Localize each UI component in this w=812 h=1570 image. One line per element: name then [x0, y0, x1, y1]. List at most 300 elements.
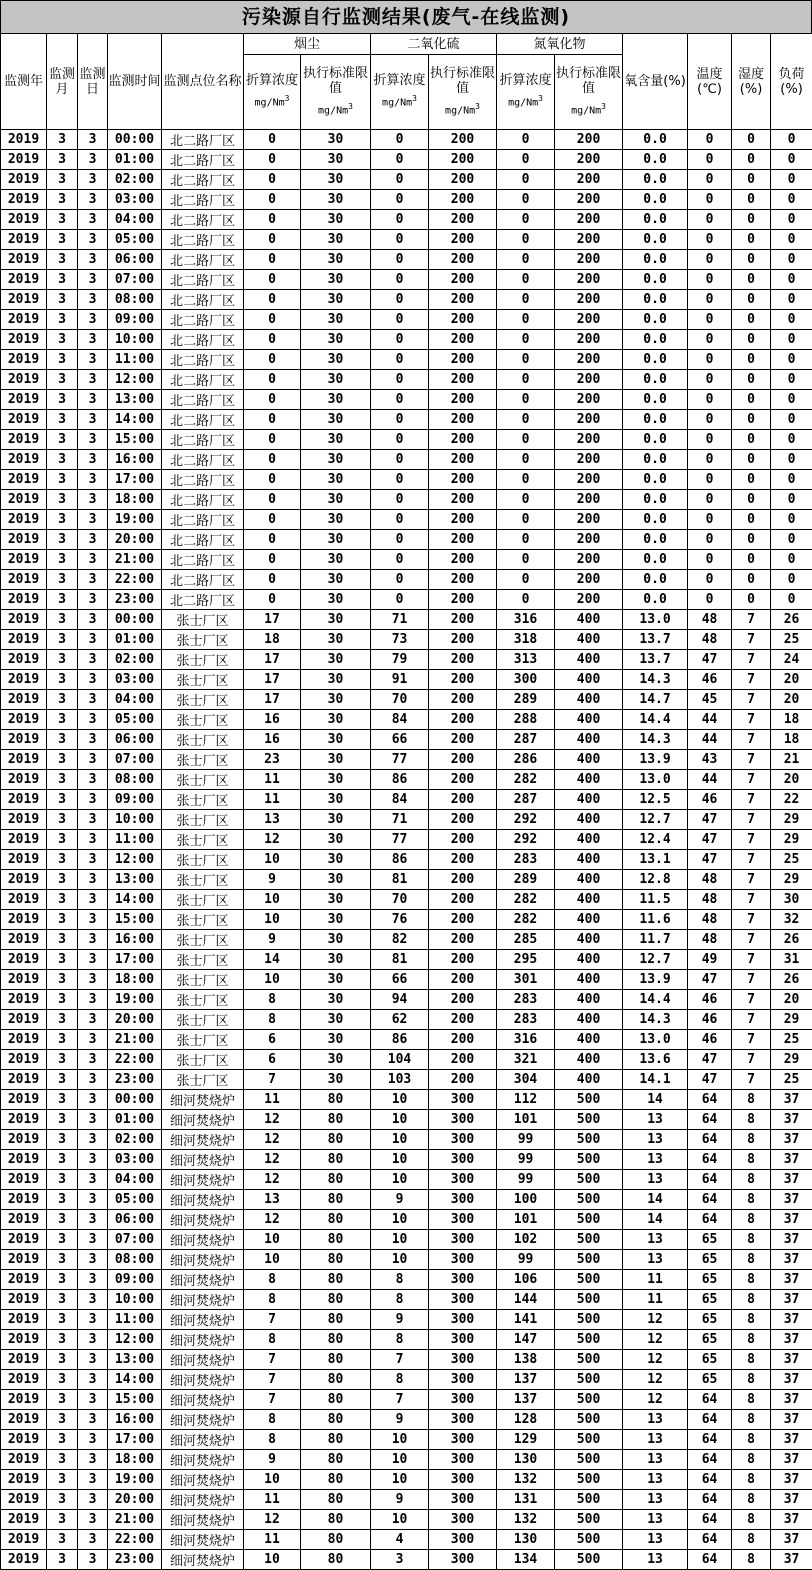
cell-nox-limit: 400	[555, 610, 623, 630]
cell-dust-conc: 13	[244, 1190, 301, 1210]
cell-dust-limit: 30	[301, 290, 371, 310]
cell-time: 20:00	[108, 1490, 162, 1510]
cell-day: 3	[78, 1550, 108, 1570]
cell-load: 37	[771, 1170, 812, 1190]
cell-temperature: 44	[688, 730, 732, 750]
cell-year: 2019	[1, 1350, 47, 1370]
cell-year: 2019	[1, 1130, 47, 1150]
cell-so2-conc: 70	[371, 690, 429, 710]
table-row	[1, 1530, 812, 1550]
cell-time: 10:00	[108, 330, 162, 350]
table-row	[1, 990, 812, 1010]
cell-so2-limit: 200	[429, 750, 497, 770]
cell-humidity: 0	[732, 350, 771, 370]
cell-humidity: 8	[732, 1450, 771, 1470]
cell-year: 2019	[1, 1290, 47, 1310]
cell-so2-limit: 200	[429, 390, 497, 410]
cell-temperature: 0	[688, 550, 732, 570]
table-row	[1, 1330, 812, 1350]
cell-temperature: 64	[688, 1550, 732, 1570]
cell-dust-conc: 0	[244, 150, 301, 170]
cell-site: 北二路厂区	[162, 310, 244, 330]
cell-nox-limit: 400	[555, 990, 623, 1010]
cell-year: 2019	[1, 590, 47, 610]
cell-nox-conc: 283	[497, 1010, 555, 1030]
cell-day: 3	[78, 910, 108, 930]
cell-month: 3	[47, 350, 78, 370]
cell-dust-conc: 0	[244, 130, 301, 150]
cell-site: 北二路厂区	[162, 190, 244, 210]
cell-nox-conc: 288	[497, 710, 555, 730]
cell-temperature: 0	[688, 530, 732, 550]
cell-oxygen: 12.7	[623, 950, 688, 970]
cell-nox-limit: 500	[555, 1530, 623, 1550]
cell-so2-conc: 0	[371, 410, 429, 430]
cell-humidity: 7	[732, 930, 771, 950]
cell-load: 25	[771, 850, 812, 870]
table-row	[1, 590, 812, 610]
cell-so2-limit: 200	[429, 370, 497, 390]
cell-oxygen: 11.6	[623, 910, 688, 930]
table-row	[1, 1190, 812, 1210]
cell-nox-conc: 131	[497, 1490, 555, 1510]
cell-year: 2019	[1, 1310, 47, 1330]
cell-dust-conc: 9	[244, 870, 301, 890]
cell-oxygen: 0.0	[623, 250, 688, 270]
cell-month: 3	[47, 1530, 78, 1550]
cell-year: 2019	[1, 370, 47, 390]
cell-so2-conc: 79	[371, 650, 429, 670]
cell-time: 01:00	[108, 150, 162, 170]
cell-day: 3	[78, 1470, 108, 1490]
cell-dust-conc: 13	[244, 810, 301, 830]
cell-load: 0	[771, 210, 812, 230]
cell-so2-limit: 200	[429, 1070, 497, 1090]
cell-temperature: 0	[688, 310, 732, 330]
cell-dust-conc: 0	[244, 350, 301, 370]
table-row	[1, 650, 812, 670]
table-row	[1, 350, 812, 370]
cell-year: 2019	[1, 530, 47, 550]
cell-month: 3	[47, 1030, 78, 1050]
cell-humidity: 8	[732, 1270, 771, 1290]
cell-temperature: 43	[688, 750, 732, 770]
cell-time: 00:00	[108, 130, 162, 150]
cell-humidity: 8	[732, 1150, 771, 1170]
cell-so2-limit: 200	[429, 210, 497, 230]
cell-nox-conc: 0	[497, 270, 555, 290]
cell-year: 2019	[1, 150, 47, 170]
cell-nox-limit: 400	[555, 710, 623, 730]
cell-year: 2019	[1, 1210, 47, 1230]
cell-load: 0	[771, 390, 812, 410]
cell-so2-limit: 300	[429, 1170, 497, 1190]
cell-temperature: 65	[688, 1270, 732, 1290]
cell-humidity: 0	[732, 270, 771, 290]
cell-humidity: 0	[732, 410, 771, 430]
cell-oxygen: 0.0	[623, 390, 688, 410]
cell-temperature: 0	[688, 170, 732, 190]
cell-dust-limit: 30	[301, 930, 371, 950]
cell-nox-conc: 0	[497, 290, 555, 310]
header-time: 监测时间	[108, 34, 162, 130]
cell-oxygen: 12	[623, 1330, 688, 1350]
cell-day: 3	[78, 770, 108, 790]
cell-day: 3	[78, 1510, 108, 1530]
cell-dust-conc: 8	[244, 1330, 301, 1350]
cell-nox-limit: 400	[555, 630, 623, 650]
cell-time: 00:00	[108, 1090, 162, 1110]
cell-oxygen: 13.7	[623, 630, 688, 650]
cell-so2-conc: 4	[371, 1530, 429, 1550]
cell-time: 16:00	[108, 930, 162, 950]
cell-so2-limit: 300	[429, 1230, 497, 1250]
cell-time: 23:00	[108, 1070, 162, 1090]
cell-nox-conc: 295	[497, 950, 555, 970]
cell-dust-limit: 80	[301, 1550, 371, 1570]
cell-month: 3	[47, 970, 78, 990]
cell-humidity: 7	[732, 990, 771, 1010]
cell-so2-limit: 200	[429, 470, 497, 490]
cell-load: 26	[771, 930, 812, 950]
cell-oxygen: 12.5	[623, 790, 688, 810]
cell-nox-conc: 0	[497, 450, 555, 470]
header-load: 负荷(%)	[771, 34, 812, 130]
cell-oxygen: 0.0	[623, 550, 688, 570]
cell-nox-conc: 0	[497, 310, 555, 330]
cell-temperature: 64	[688, 1390, 732, 1410]
cell-so2-limit: 300	[429, 1090, 497, 1110]
cell-year: 2019	[1, 190, 47, 210]
cell-dust-limit: 30	[301, 1050, 371, 1070]
monitoring-table	[0, 33, 812, 1570]
cell-so2-conc: 0	[371, 490, 429, 510]
cell-nox-conc: 282	[497, 910, 555, 930]
cell-so2-limit: 300	[429, 1350, 497, 1370]
cell-so2-limit: 200	[429, 250, 497, 270]
cell-oxygen: 13	[623, 1510, 688, 1530]
cell-load: 0	[771, 550, 812, 570]
table-row	[1, 1290, 812, 1310]
cell-so2-conc: 77	[371, 750, 429, 770]
cell-site: 北二路厂区	[162, 370, 244, 390]
cell-nox-limit: 500	[555, 1310, 623, 1330]
cell-nox-conc: 0	[497, 510, 555, 530]
cell-oxygen: 13	[623, 1230, 688, 1250]
cell-month: 3	[47, 1190, 78, 1210]
cell-oxygen: 12.4	[623, 830, 688, 850]
cell-nox-conc: 99	[497, 1130, 555, 1150]
cell-so2-conc: 82	[371, 930, 429, 950]
cell-so2-conc: 10	[371, 1450, 429, 1470]
cell-site: 北二路厂区	[162, 410, 244, 430]
cell-day: 3	[78, 570, 108, 590]
cell-load: 0	[771, 250, 812, 270]
cell-oxygen: 13.9	[623, 970, 688, 990]
cell-dust-limit: 30	[301, 730, 371, 750]
cell-load: 25	[771, 630, 812, 650]
cell-so2-limit: 200	[429, 910, 497, 930]
cell-month: 3	[47, 930, 78, 950]
cell-day: 3	[78, 310, 108, 330]
cell-oxygen: 14.4	[623, 710, 688, 730]
cell-nox-limit: 200	[555, 550, 623, 570]
cell-load: 37	[771, 1150, 812, 1170]
cell-temperature: 48	[688, 910, 732, 930]
cell-dust-conc: 0	[244, 210, 301, 230]
cell-year: 2019	[1, 1010, 47, 1030]
cell-month: 3	[47, 1350, 78, 1370]
cell-oxygen: 11	[623, 1290, 688, 1310]
cell-dust-conc: 10	[244, 890, 301, 910]
cell-site: 细河焚烧炉	[162, 1270, 244, 1290]
table-row	[1, 1370, 812, 1390]
cell-year: 2019	[1, 1090, 47, 1110]
cell-year: 2019	[1, 1270, 47, 1290]
cell-nox-limit: 500	[555, 1210, 623, 1230]
table-row	[1, 470, 812, 490]
cell-dust-limit: 30	[301, 250, 371, 270]
cell-temperature: 48	[688, 610, 732, 630]
cell-oxygen: 11.7	[623, 930, 688, 950]
cell-month: 3	[47, 650, 78, 670]
cell-time: 01:00	[108, 1110, 162, 1130]
cell-year: 2019	[1, 790, 47, 810]
cell-so2-conc: 3	[371, 1550, 429, 1570]
cell-nox-conc: 316	[497, 1030, 555, 1050]
cell-dust-conc: 6	[244, 1050, 301, 1070]
cell-site: 细河焚烧炉	[162, 1370, 244, 1390]
header-temperature: 温度(℃)	[688, 34, 732, 130]
cell-nox-conc: 0	[497, 390, 555, 410]
table-row	[1, 1310, 812, 1330]
header-so2-conc	[371, 55, 429, 130]
cell-year: 2019	[1, 570, 47, 590]
cell-so2-conc: 10	[371, 1170, 429, 1190]
cell-time: 09:00	[108, 310, 162, 330]
cell-oxygen: 13	[623, 1550, 688, 1570]
cell-site: 北二路厂区	[162, 210, 244, 230]
cell-nox-conc: 282	[497, 890, 555, 910]
cell-dust-conc: 0	[244, 270, 301, 290]
cell-load: 37	[771, 1210, 812, 1230]
cell-site: 细河焚烧炉	[162, 1110, 244, 1130]
cell-month: 3	[47, 1290, 78, 1310]
cell-day: 3	[78, 750, 108, 770]
cell-humidity: 0	[732, 250, 771, 270]
cell-so2-limit: 200	[429, 990, 497, 1010]
cell-day: 3	[78, 130, 108, 150]
cell-time: 14:00	[108, 410, 162, 430]
cell-time: 17:00	[108, 1430, 162, 1450]
cell-dust-limit: 30	[301, 850, 371, 870]
cell-nox-limit: 400	[555, 890, 623, 910]
cell-month: 3	[47, 430, 78, 450]
cell-so2-conc: 9	[371, 1410, 429, 1430]
cell-so2-limit: 200	[429, 330, 497, 350]
cell-site: 北二路厂区	[162, 470, 244, 490]
cell-time: 09:00	[108, 1270, 162, 1290]
cell-nox-limit: 500	[555, 1150, 623, 1170]
cell-nox-conc: 132	[497, 1510, 555, 1530]
cell-oxygen: 14	[623, 1190, 688, 1210]
cell-dust-conc: 17	[244, 690, 301, 710]
cell-site: 张士厂区	[162, 730, 244, 750]
table-row	[1, 310, 812, 330]
cell-humidity: 7	[732, 770, 771, 790]
cell-site: 细河焚烧炉	[162, 1290, 244, 1310]
cell-oxygen: 13	[623, 1110, 688, 1130]
cell-nox-limit: 200	[555, 350, 623, 370]
cell-so2-conc: 0	[371, 250, 429, 270]
cell-nox-conc: 0	[497, 590, 555, 610]
cell-load: 30	[771, 890, 812, 910]
cell-load: 37	[771, 1510, 812, 1530]
cell-dust-conc: 0	[244, 190, 301, 210]
cell-time: 02:00	[108, 650, 162, 670]
cell-day: 3	[78, 590, 108, 610]
cell-temperature: 65	[688, 1310, 732, 1330]
cell-oxygen: 12	[623, 1310, 688, 1330]
header-conc-label: 折算浓度	[374, 73, 426, 88]
cell-day: 3	[78, 1390, 108, 1410]
cell-so2-conc: 81	[371, 870, 429, 890]
cell-humidity: 0	[732, 510, 771, 530]
cell-so2-limit: 200	[429, 630, 497, 650]
cell-year: 2019	[1, 1250, 47, 1270]
cell-nox-limit: 500	[555, 1230, 623, 1250]
cell-nox-conc: 289	[497, 690, 555, 710]
cell-nox-conc: 144	[497, 1290, 555, 1310]
cell-dust-conc: 0	[244, 250, 301, 270]
cell-year: 2019	[1, 210, 47, 230]
cell-year: 2019	[1, 270, 47, 290]
cell-humidity: 0	[732, 550, 771, 570]
header-conc-label: 折算浓度	[500, 73, 552, 88]
cell-temperature: 64	[688, 1190, 732, 1210]
cell-dust-limit: 30	[301, 910, 371, 930]
cell-time: 10:00	[108, 1290, 162, 1310]
cell-dust-limit: 30	[301, 230, 371, 250]
cell-time: 06:00	[108, 730, 162, 750]
cell-month: 3	[47, 690, 78, 710]
cell-site: 张士厂区	[162, 910, 244, 930]
cell-so2-limit: 300	[429, 1250, 497, 1270]
cell-site: 细河焚烧炉	[162, 1250, 244, 1270]
cell-year: 2019	[1, 290, 47, 310]
cell-site: 张士厂区	[162, 790, 244, 810]
cell-so2-conc: 0	[371, 170, 429, 190]
cell-time: 01:00	[108, 630, 162, 650]
cell-time: 08:00	[108, 770, 162, 790]
cell-temperature: 64	[688, 1090, 732, 1110]
cell-dust-conc: 0	[244, 550, 301, 570]
cell-load: 0	[771, 230, 812, 250]
cell-month: 3	[47, 1490, 78, 1510]
cell-dust-conc: 0	[244, 530, 301, 550]
cell-humidity: 0	[732, 290, 771, 310]
cell-so2-conc: 77	[371, 830, 429, 850]
cell-site: 细河焚烧炉	[162, 1350, 244, 1370]
cell-humidity: 8	[732, 1110, 771, 1130]
cell-time: 22:00	[108, 1050, 162, 1070]
cell-temperature: 64	[688, 1410, 732, 1430]
cell-day: 3	[78, 1410, 108, 1430]
cell-time: 22:00	[108, 1530, 162, 1550]
cell-dust-conc: 7	[244, 1070, 301, 1090]
cell-dust-limit: 30	[301, 870, 371, 890]
cell-so2-limit: 200	[429, 570, 497, 590]
cell-day: 3	[78, 630, 108, 650]
cell-nox-conc: 137	[497, 1370, 555, 1390]
table-row	[1, 1110, 812, 1130]
cell-month: 3	[47, 570, 78, 590]
cell-year: 2019	[1, 670, 47, 690]
header-humidity: 湿度(%)	[732, 34, 771, 130]
table-row	[1, 1430, 812, 1450]
cell-year: 2019	[1, 1550, 47, 1570]
cell-nox-conc: 101	[497, 1210, 555, 1230]
cell-day: 3	[78, 210, 108, 230]
cell-site: 细河焚烧炉	[162, 1410, 244, 1430]
cell-nox-limit: 400	[555, 770, 623, 790]
cell-year: 2019	[1, 1490, 47, 1510]
table-row	[1, 730, 812, 750]
cell-dust-limit: 80	[301, 1090, 371, 1110]
cell-so2-conc: 86	[371, 850, 429, 870]
cell-site: 细河焚烧炉	[162, 1170, 244, 1190]
cell-humidity: 7	[732, 1070, 771, 1090]
cell-temperature: 44	[688, 710, 732, 730]
cell-oxygen: 14.7	[623, 690, 688, 710]
cell-so2-limit: 200	[429, 230, 497, 250]
cell-humidity: 7	[732, 650, 771, 670]
table-row	[1, 530, 812, 550]
cell-dust-limit: 80	[301, 1210, 371, 1230]
cell-nox-conc: 101	[497, 1110, 555, 1130]
cell-humidity: 8	[732, 1470, 771, 1490]
table-row	[1, 1230, 812, 1250]
cell-nox-conc: 141	[497, 1310, 555, 1330]
cell-so2-limit: 200	[429, 1030, 497, 1050]
cell-dust-conc: 10	[244, 1470, 301, 1490]
cell-oxygen: 13	[623, 1250, 688, 1270]
cell-oxygen: 0.0	[623, 210, 688, 230]
table-row	[1, 210, 812, 230]
header-limit-label: 执行标准限值	[303, 66, 368, 96]
table-row	[1, 970, 812, 990]
cell-dust-conc: 10	[244, 910, 301, 930]
cell-day: 3	[78, 1190, 108, 1210]
cell-day: 3	[78, 450, 108, 470]
cell-load: 26	[771, 970, 812, 990]
cell-so2-limit: 300	[429, 1110, 497, 1130]
cell-month: 3	[47, 170, 78, 190]
cell-load: 37	[771, 1410, 812, 1430]
cell-so2-limit: 300	[429, 1330, 497, 1350]
cell-so2-conc: 10	[371, 1090, 429, 1110]
cell-site: 张士厂区	[162, 650, 244, 670]
cell-oxygen: 12	[623, 1370, 688, 1390]
cell-humidity: 8	[732, 1310, 771, 1330]
cell-nox-limit: 500	[555, 1110, 623, 1130]
cell-dust-limit: 30	[301, 990, 371, 1010]
cell-so2-limit: 200	[429, 1010, 497, 1030]
cell-time: 12:00	[108, 370, 162, 390]
cell-humidity: 7	[732, 610, 771, 630]
cell-so2-limit: 200	[429, 190, 497, 210]
cell-load: 0	[771, 490, 812, 510]
